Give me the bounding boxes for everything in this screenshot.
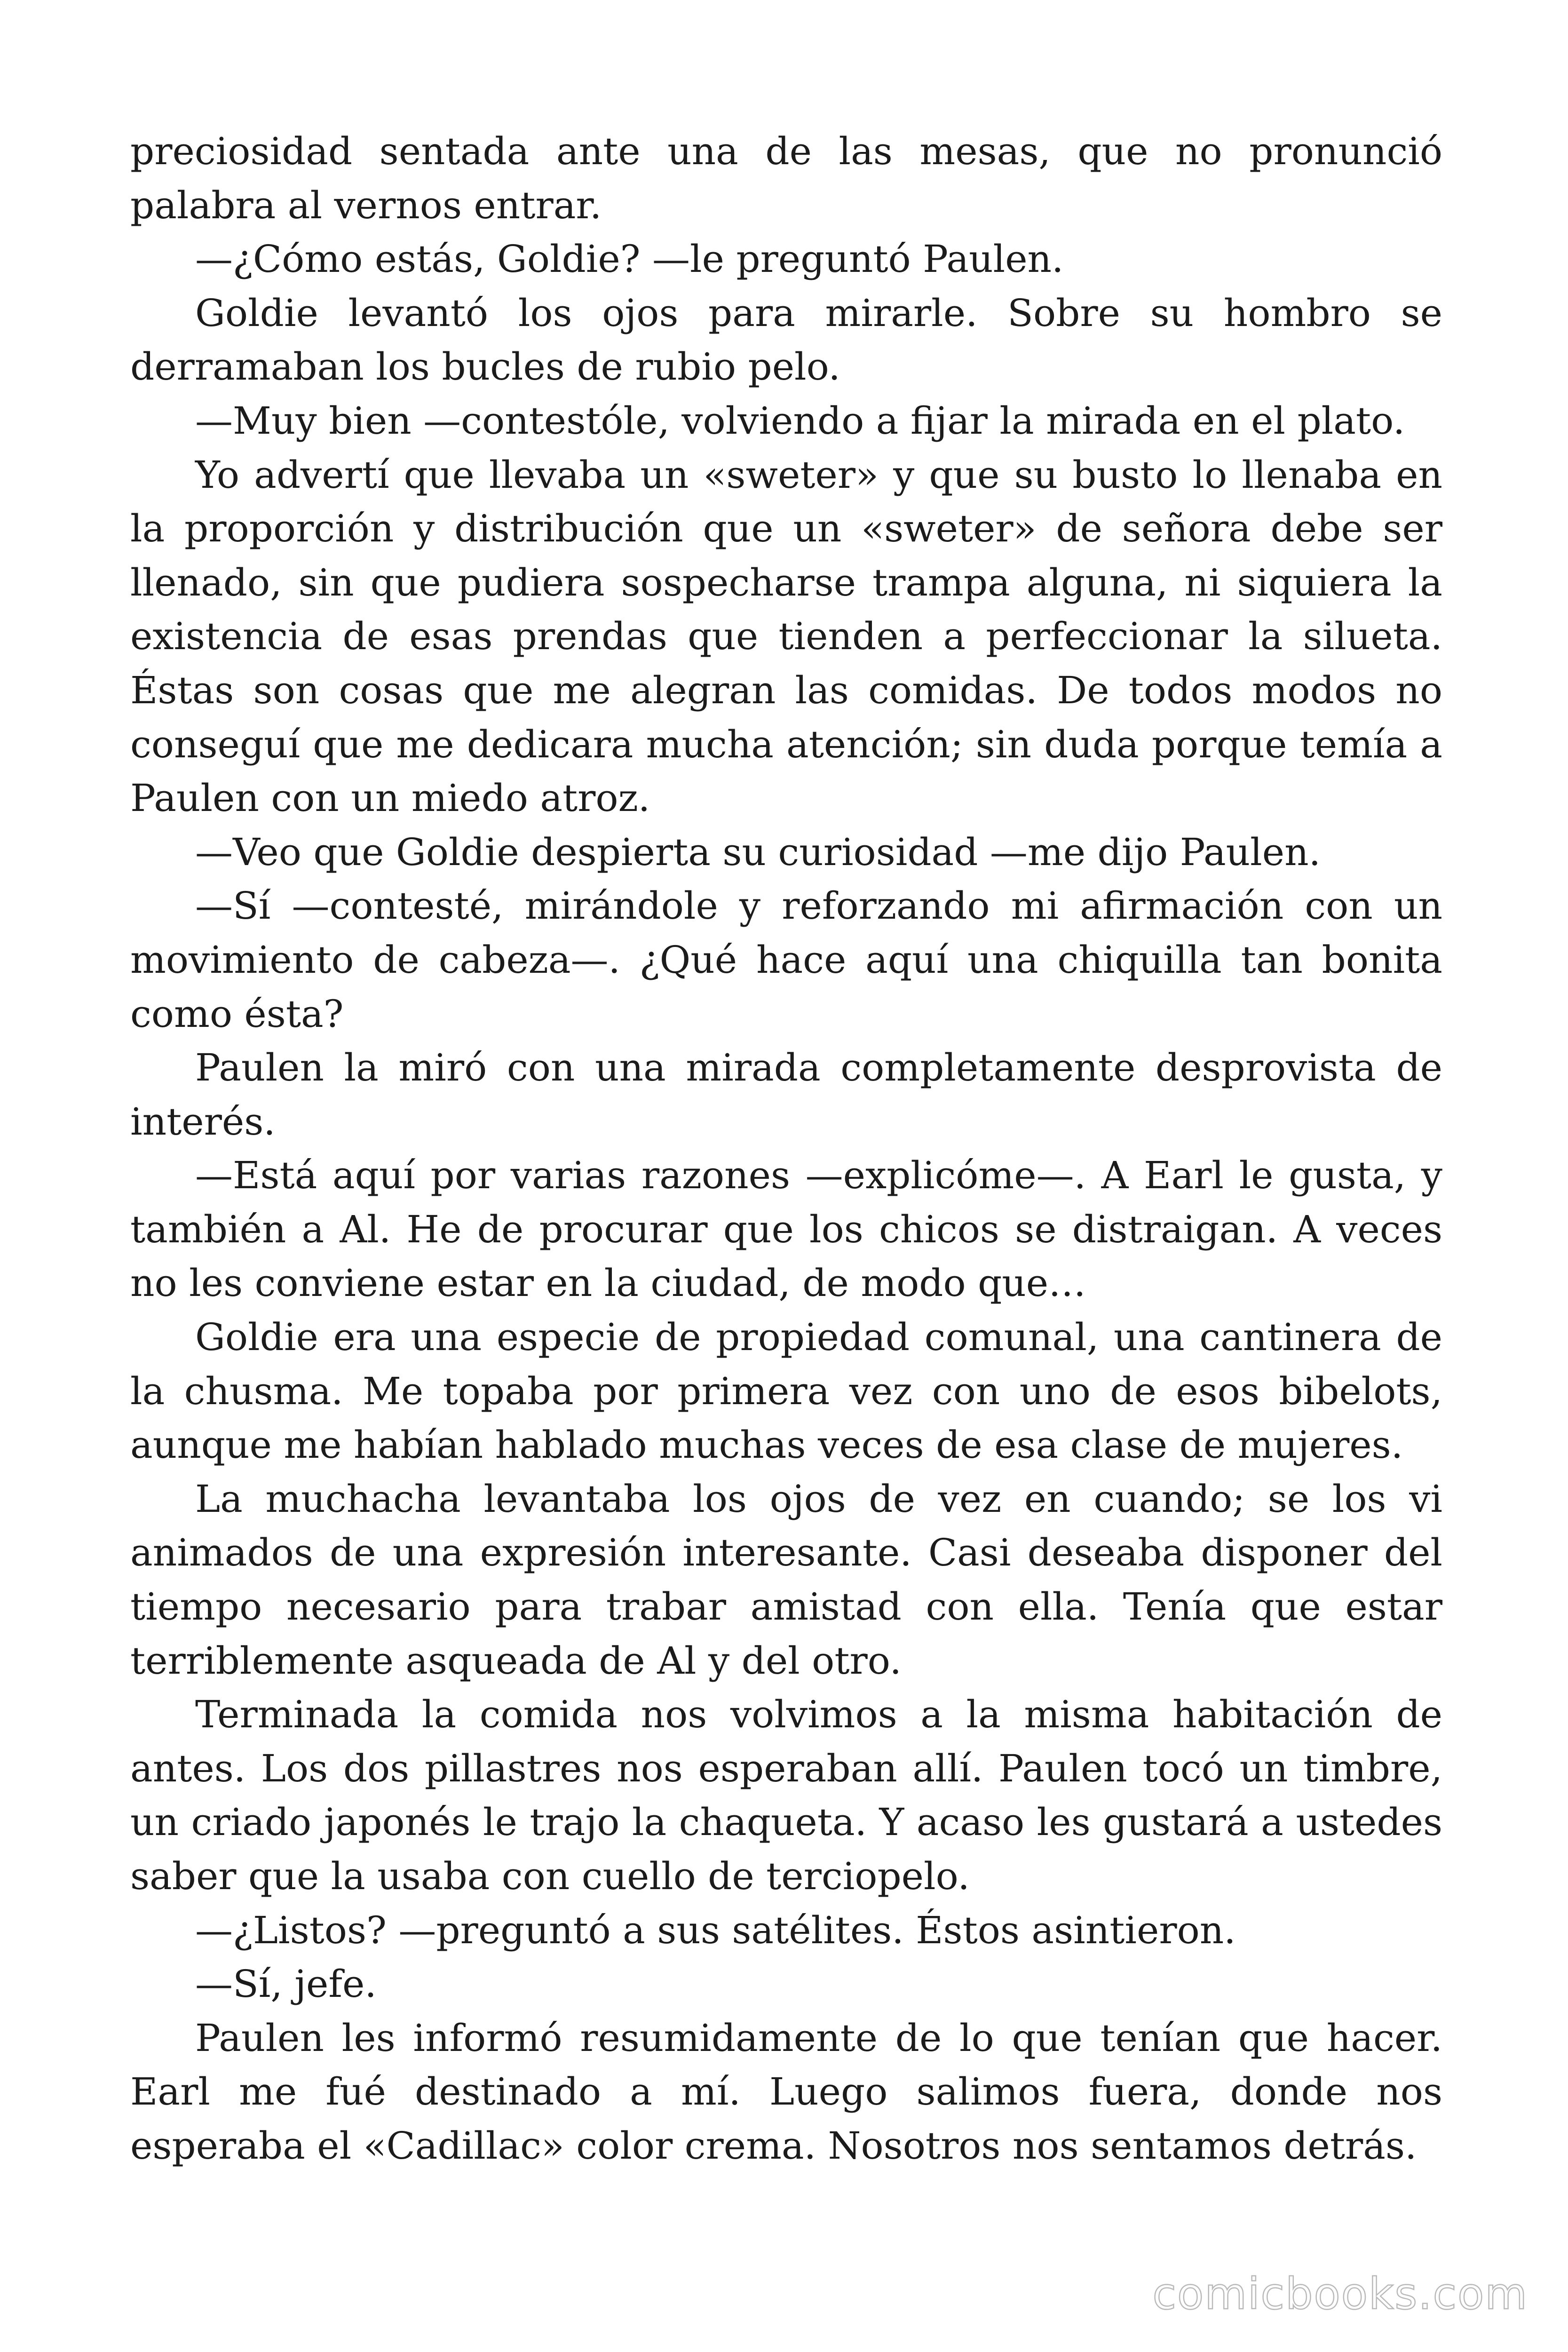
paragraph: Paulen la miró con una mirada completamente desprovista de interés. (130, 1046, 1442, 1144)
paragraph: —¿Cómo estás, Goldie? —le preguntó Paulen. (195, 237, 1064, 281)
watermark: comicbooks.com (1152, 2269, 1528, 2319)
body-text (130, 125, 1442, 2173)
paragraph: La muchacha levantaba los ojos de vez en cuando; se los vi animados de una expresión interesante. Casi deseaba disponer del tiempo necesario para trabar amistad con ella. Tenía que estar terriblemente asqueada de Al y del otro. (130, 1477, 1442, 1683)
paragraph: —Muy bien —contestóle, volviendo a fijar la mirada en el plato. (195, 398, 1405, 443)
paragraph: —Veo que Goldie despierta su curiosidad —me dijo Paulen. (195, 830, 1321, 874)
paragraph: Terminada la comida nos volvimos a la misma habitación de antes. Los dos pillastres nos esperaban allí. Paulen tocó un timbre, un criado japonés le trajo la chaqueta. Y acaso les gustará a ustedes saber que la usaba con cuello de terciopelo. (130, 1692, 1442, 1898)
paragraph: Yo advertí que llevaba un «sweter» y que su busto lo llenaba en la proporción y distribución que un «sweter» de señora debe ser llenado, sin que pudiera sospecharse trampa alguna, ni siquiera la existencia de esas prendas que tienden a perfeccionar la silueta. Éstas son cosas que me alegran las comidas. De todos modos no conseguí que me dedicara mucha atención; sin duda porque temía a Paulen con un miedo atroz. (130, 453, 1442, 820)
paragraph: Paulen les informó resumidamente de lo que tenían que hacer. Earl me fué destinado a mí. Luego salimos fuera, donde nos esperaba el «Cadillac» color crema. Nosotros nos sentamos detrás. (130, 2016, 1442, 2168)
paragraph: Goldie levantó los ojos para mirarle. Sobre su hombro se derramaban los bucles de rubio pelo. (130, 291, 1442, 389)
paragraph: —¿Listos? —preguntó a sus satélites. Éstos asintieron. (195, 1908, 1236, 1952)
paragraph: —Sí, jefe. (195, 1962, 377, 2006)
paragraph: preciosidad sentada ante una de las mesas, que no pronunció palabra al vernos entrar. (130, 129, 1442, 227)
paragraph: —Está aquí por varias razones —explicóme—. A Earl le gusta, y también a Al. He de procurar que los chicos se distraigan. A veces no les conviene estar en la ciudad, de modo que… (130, 1153, 1442, 1305)
paragraph: —Sí —contesté, mirándole y reforzando mi afirmación con un movimiento de cabeza—. ¿Qué hace aquí una chiquilla tan bonita como ésta? (130, 884, 1442, 1036)
paragraph: Goldie era una especie de propiedad comunal, una cantinera de la chusma. Me topaba por primera vez con uno de esos bibelots, aunque me habían hablado muchas veces de esa clase de mujeres. (130, 1315, 1442, 1467)
